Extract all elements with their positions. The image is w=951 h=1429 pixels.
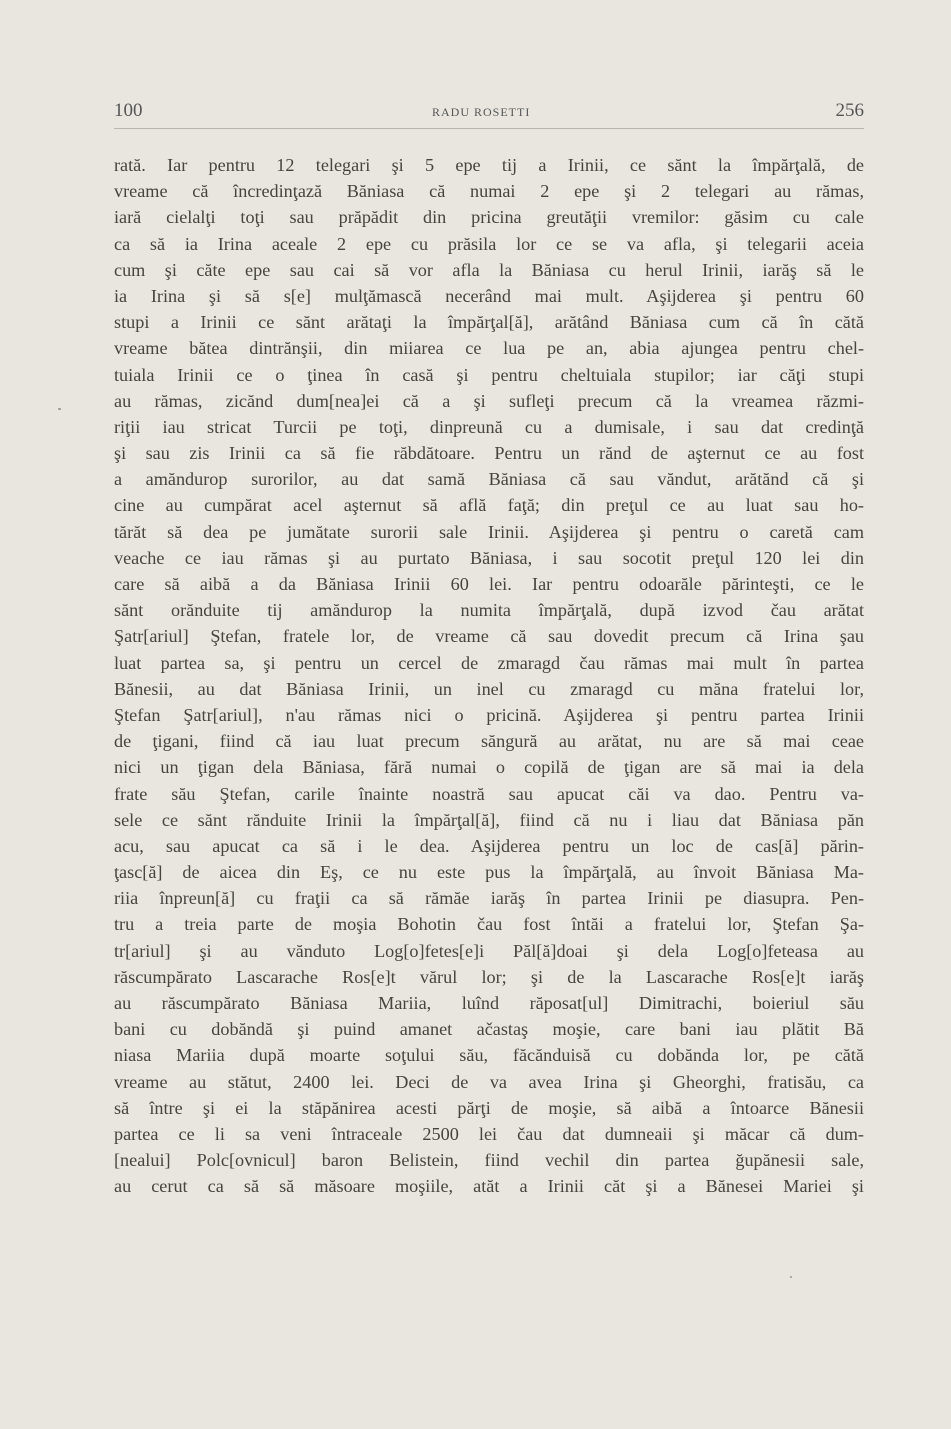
page-header [114, 100, 864, 126]
text-line: tărăt să dea pe jumătate surorii sale Irinii. Aşijderea şi pentru o caretă cam [114, 521, 864, 542]
text-line: riţii iau stricat Turcii pe toţi, dinpreună cu a dumisale, i sau dat credinţă [114, 416, 864, 437]
text-line: veache ce iau rămas şi au purtato Băniasa, i sau socotit preţul 120 lei din [114, 547, 864, 568]
text-line: şi sau zis Irinii ca să fie răbdătoare. Pentru un rănd de aşternut ce au fost [114, 443, 864, 464]
text-line: cum şi căte epe sau cai să vor afla la Băniasa cu herul Irinii, iarăş să le [114, 259, 864, 280]
text-line: vreame bătea dintrănşii, din miiarea ce lua pe an, abia ajungea pentru chel- [114, 338, 864, 359]
text-line: luat partea sa, şi pentru un cercel de zmaragd čau rămas mai mult în partea [114, 652, 864, 673]
text-line: au răscumpărato Băniasa Mariia, luînd răposat[ul] Dimitrachi, boieriul său [114, 993, 864, 1013]
text-line: bani cu dobăndă şi puind amanet ačastaş moşie, care bani iau plătit Bă [114, 1019, 864, 1040]
running-head: RADU ROSETTI [432, 105, 531, 119]
text-line: cine au cumpărat acel aşternut să află faţă; din preţul ce au luat sau ho- [114, 495, 864, 516]
text-line: rată. Iar pentru 12 telegari şi 5 epe tij a Irinii, ce sănt la împărţală, de [114, 155, 864, 175]
text-line: nici un ţigan dela Băniasa, fără numai o copilă de ţigan are să mai ia dela [114, 757, 864, 778]
text-line: sele ce sănt rănduite Irinii la împărţal[ă], fiind că nu i liau dat Băniasa păn [114, 809, 864, 830]
text-line: care să aibă a da Băniasa Irinii 60 lei. Iar pentru odoarăle părinteşti, ce le [114, 574, 864, 594]
paper-speck [790, 1276, 792, 1278]
text-line: răscumpărato Lascarache Ros[e]t vărul lor; şi de la Lascarache Ros[e]t iarăş [114, 966, 864, 987]
text-line: acu, sau apucat ca să i le dea. Aşijderea pentru un loc de cas[ă] părin- [114, 835, 864, 856]
text-line: [nealui] Polc[ovnicul] baron Belistein, fiind vechil din partea ğupănesii sale, [114, 1150, 864, 1171]
text-line: au cerut ca să să măsoare moşiile, atăt a Irinii căt şi a Bănesei Mariei şi [114, 1176, 864, 1197]
text-line: vreame că încredinţază Băniasa că numai 2 epe şi 2 telegari au rămas, [114, 181, 864, 202]
body-text [114, 152, 864, 1200]
text-line: frate său Ştefan, carile înainte noastră sau apucat căi va dao. Pentru va- [114, 783, 864, 804]
text-line: Şatr[ariul] Ştefan, fratele lor, de vreame că sau dovedit precum că Irina şau [114, 626, 864, 647]
page-number-right: 256 [835, 100, 864, 121]
text-line: stupi a Irinii ce sănt arătaţi la împărţal[ă], arătând Băniasa cum că în cătă [114, 312, 864, 333]
text-line: a amăndurор surorilor, au dat samă Băniasa că sau văndut, arătănd că şi [114, 469, 864, 490]
text-line: ca să ia Irina aceale 2 epe cu prăsila lor ce se va afla, şi telegarii aceia [114, 233, 864, 254]
text-line: niasa Mariia după moarte soţului său, făcănduisă cu dobănda lor, pe cătă [114, 1045, 864, 1066]
text-line: partea ce li sa veni întraceale 2500 lei čau dat dumneaii şi măcar că dum- [114, 1123, 864, 1144]
header-rule [114, 128, 864, 129]
text-line: de ţigani, fiind că iau luat precum săngură au arătat, nu are să mai ceae [114, 731, 864, 752]
paper-speck [58, 408, 61, 410]
text-line: tru a treia parte de moşia Bohotin čau fost întăi a fratelui lor, Ştefan Şa- [114, 914, 864, 935]
text-line: au rămas, zicănd dum[nea]ei că a şi sufleţi precum că la vreamea răzmi- [114, 390, 864, 411]
text-line: tr[ariul] şi au vănduto Log[o]fetes[e]i Păl[ă]doai şi dela Log[o]feteasa au [114, 940, 864, 961]
text-line: riia înpreun[ă] cu fraţii ca să rămăe iarăş în partea Irinii pe diasupra. Pen- [114, 888, 864, 909]
text-line: sănt orănduite tij amăndurор la numita împărţală, după izvod čau arătat [114, 600, 864, 621]
text-line: tuiala Irinii ce o ţinea în casă şi pentru cheltuiala stupilor; iar căţi stupi [114, 364, 864, 385]
page-number-left: 100 [114, 100, 143, 121]
text-line: ia Irina şi să s[e] mulţămască necerând mai mult. Aşijderea şi pentru 60 [114, 285, 864, 306]
text-line: ţasc[ă] de aicea din Eş, ce nu este pus la împărţală, au învoit Băniasa Ma- [114, 862, 864, 883]
text-line: iară cielalţi toţi sau prăpădit din pricina greutăţii vremilor: găsim cu cale [114, 207, 864, 228]
text-line: Bănesii, au dat Băniasa Irinii, un inel cu zmaragd cu măna fratelui lor, [114, 678, 864, 699]
text-line: să între şi ei la stăpănirea acesti părţi de moşie, să aibă a întoarce Bănesii [114, 1097, 864, 1118]
text-line: vreame au stătut, 2400 lei. Deci de va avea Irina şi Gheorghi, fratisău, ca [114, 1071, 864, 1092]
text-line: Ştefan Şatr[ariul], n'au rămas nici o pricină. Aşijderea şi pentru partea Irinii [114, 704, 864, 725]
